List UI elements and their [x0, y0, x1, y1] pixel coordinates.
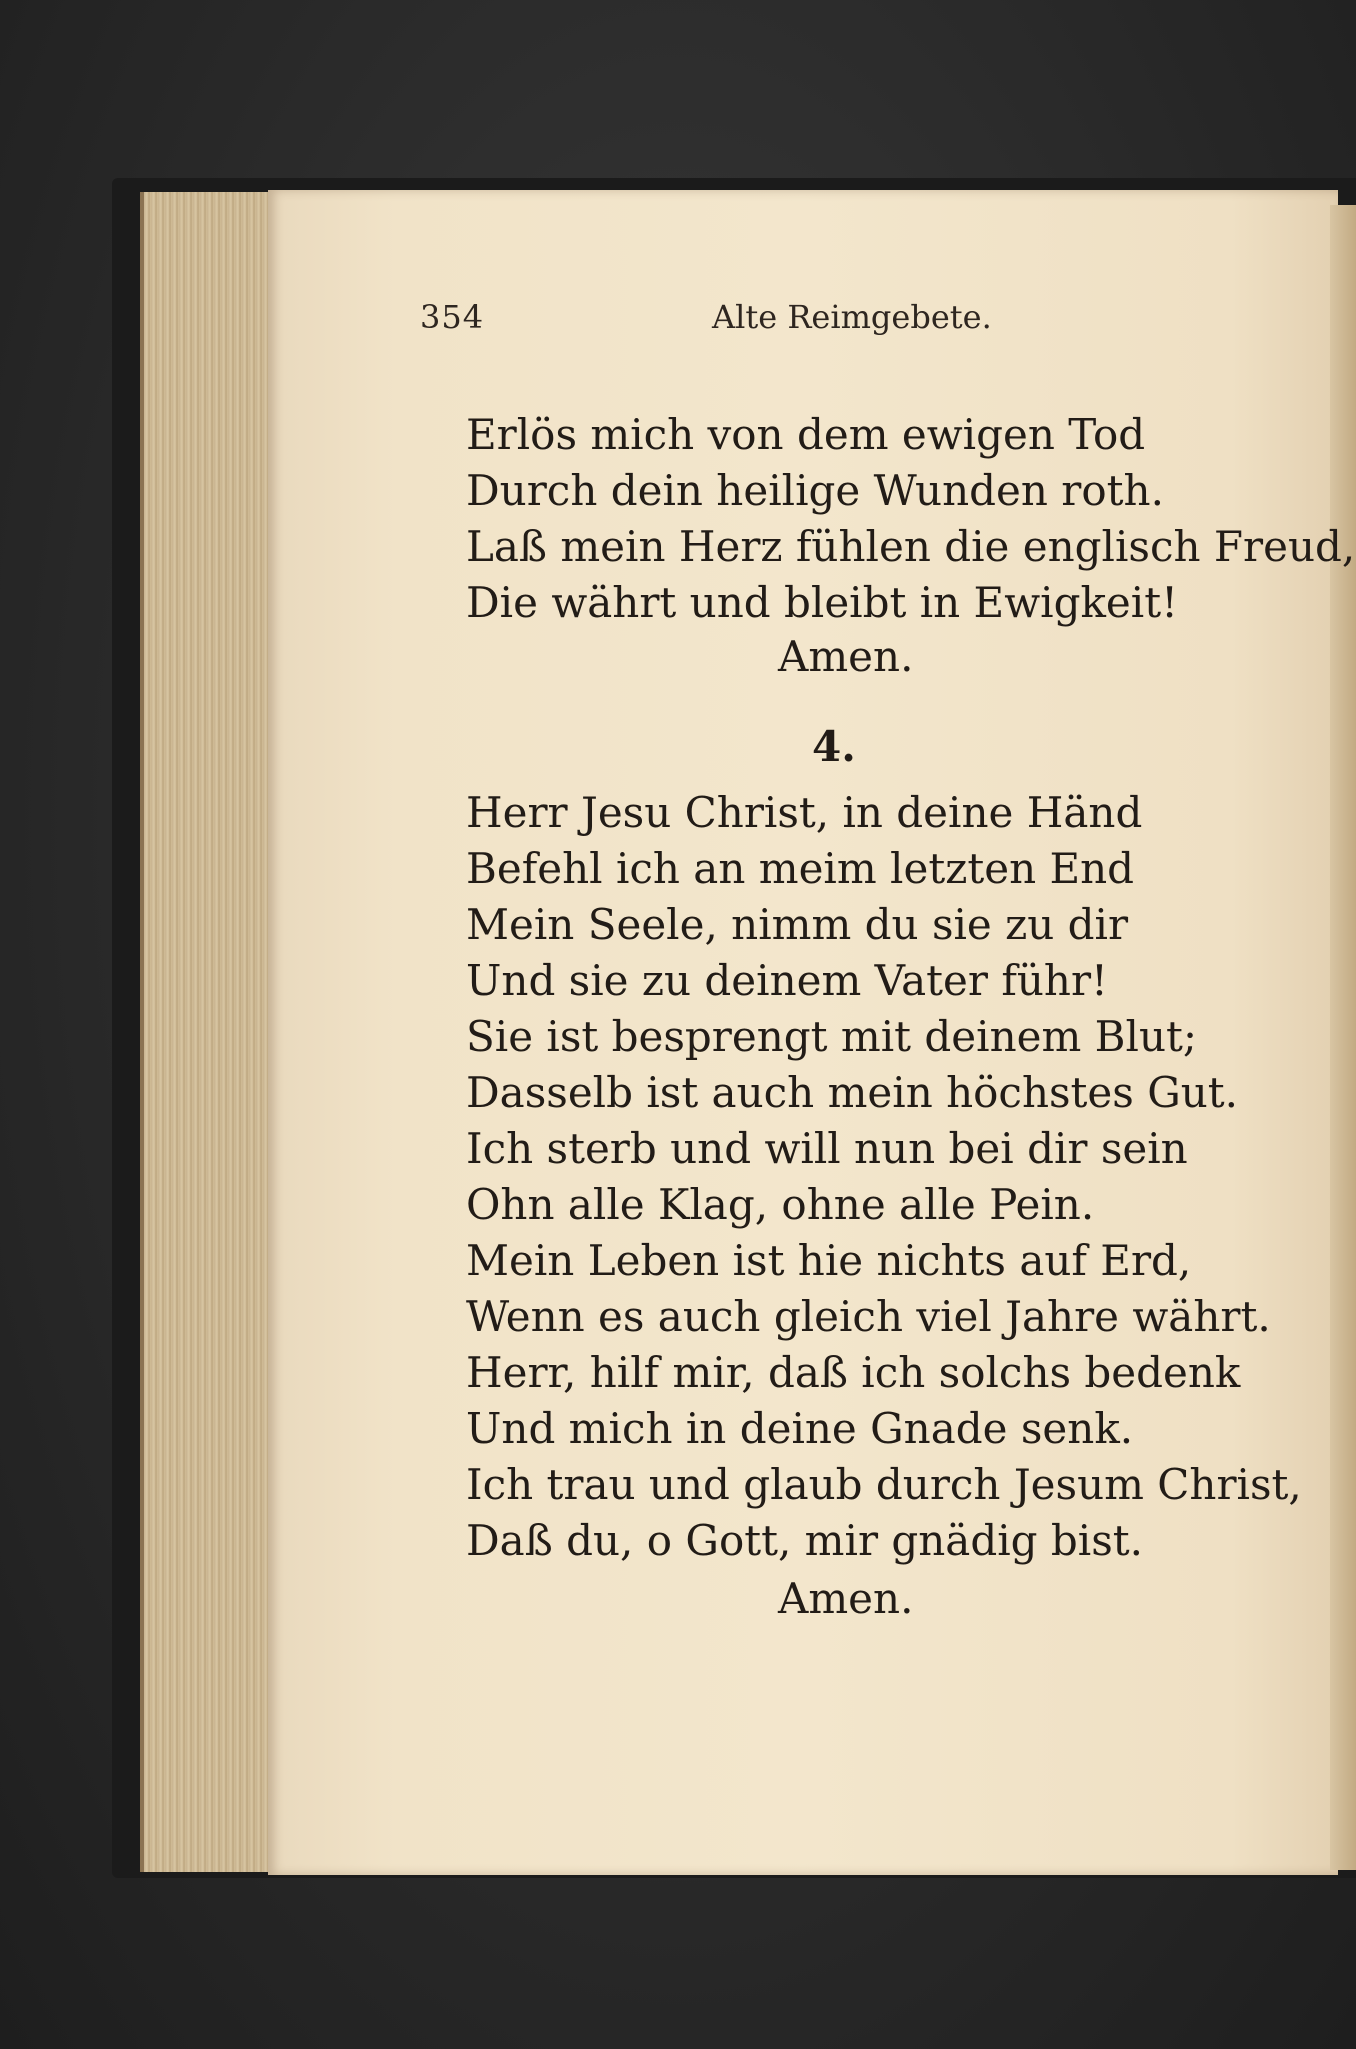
verse-line: Erlös mich von dem ewigen Tod [466, 410, 1146, 459]
verse-line: Und sie zu deinem Vater führ! [466, 956, 1108, 1005]
verse-line: Ich sterb und will nun bei dir sein [466, 1124, 1188, 1173]
verse-line: Mein Seele, nimm du sie zu dir [466, 900, 1129, 949]
stanza-number: 4. [812, 722, 856, 771]
page-edges [140, 192, 276, 1872]
running-head [420, 298, 992, 348]
verse-line: Herr Jesu Christ, in deine Händ [466, 788, 1143, 837]
verse-line: Daß du, o Gott, mir gnädig bist. [466, 1516, 1144, 1565]
verse-line: Herr, hilf mir, daß ich solchs bedenk [466, 1348, 1241, 1397]
verse-line: Dasselb ist auch mein höchstes Gut. [466, 1068, 1239, 1117]
verse-line: Ich trau und glaub durch Jesum Christ, [466, 1460, 1302, 1509]
amen-closing: Amen. [778, 632, 914, 681]
verse-line: Mein Leben ist hie nichts auf Erd, [466, 1236, 1192, 1285]
verse-line: Durch dein heilige Wunden roth. [466, 466, 1164, 515]
verse-line: Und mich in deine Gnade senk. [466, 1404, 1134, 1453]
verse-line: Laß mein Herz fühlen die englisch Freud, [466, 522, 1356, 571]
page-fore-edge [1330, 205, 1356, 1870]
running-title: Alte Reimgebete. [712, 298, 992, 336]
amen-closing: Amen. [778, 1574, 914, 1623]
verse-line: Befehl ich an meim letzten End [466, 844, 1135, 893]
verse-line: Sie ist besprengt mit deinem Blut; [466, 1012, 1198, 1061]
verse-line: Ohn alle Klag, ohne alle Pein. [466, 1180, 1095, 1229]
verse-line: Wenn es auch gleich viel Jahre währt. [466, 1292, 1271, 1341]
page-number: 354 [420, 298, 485, 336]
verse-line: Die währt und bleibt in Ewigkeit! [466, 578, 1178, 627]
